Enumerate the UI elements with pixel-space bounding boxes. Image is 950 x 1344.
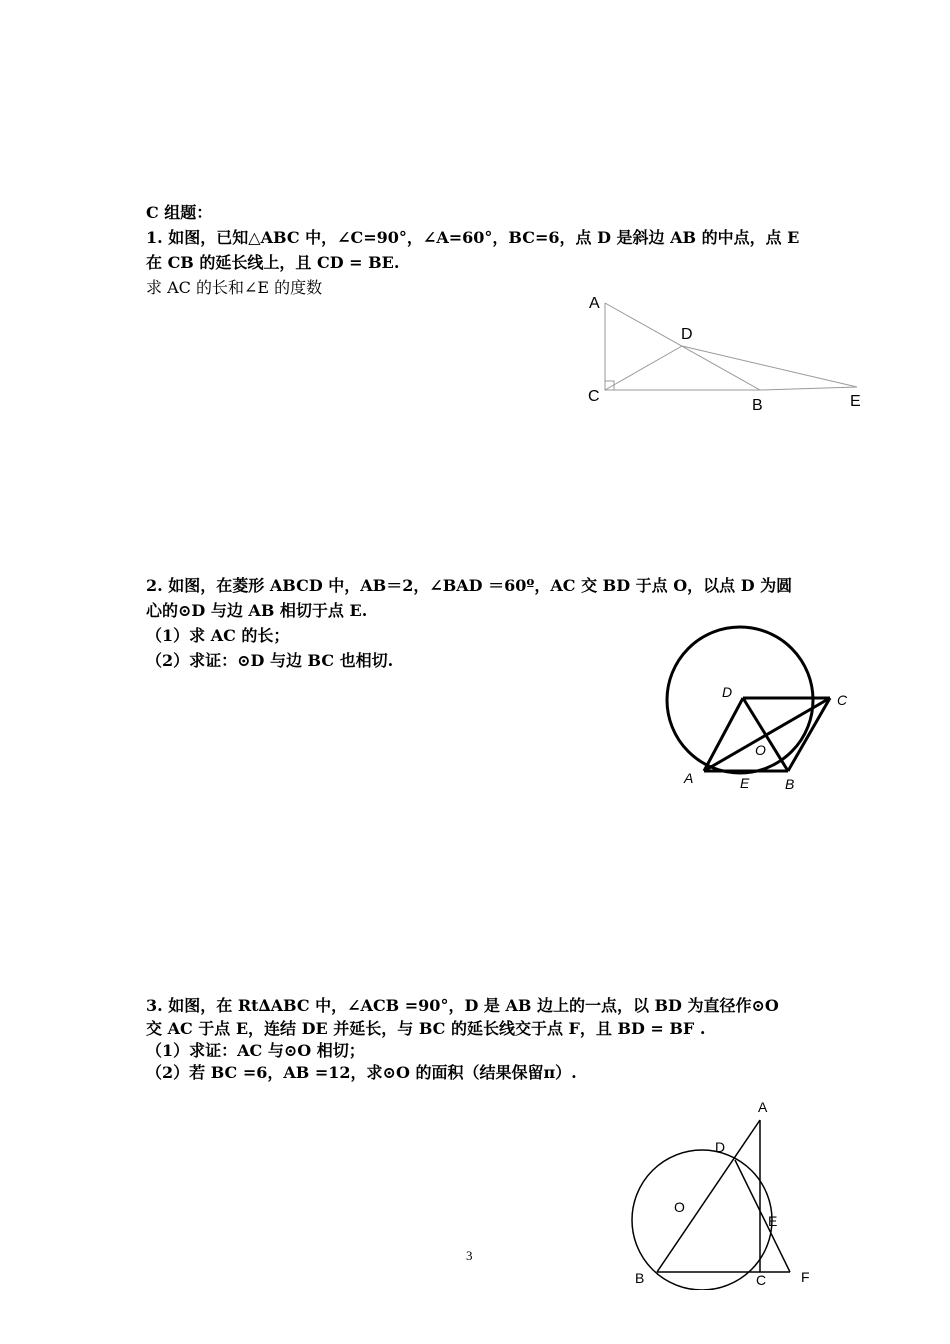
- problem-3-line-4: （2）若 BC =6，AB =12，求⊙O 的面积（结果保留π）.: [146, 1063, 577, 1082]
- fig3-label-d: D: [715, 1139, 726, 1155]
- fig2-label-c: C: [837, 692, 848, 708]
- section-title: C 组题：: [146, 203, 213, 222]
- page-number: 3: [466, 1248, 473, 1263]
- figure-1: [580, 288, 870, 418]
- figure-3: [620, 1090, 830, 1290]
- fig3-label-e: E: [768, 1213, 778, 1229]
- fig3-label-a: A: [758, 1099, 768, 1115]
- fig1-label-b: B: [752, 397, 763, 414]
- fig3-label-b: B: [635, 1270, 645, 1286]
- problem-2-line-1: 2. 如图，在菱形 ABCD 中，AB＝2，∠BAD ＝60º，AC 交 BD 于点 O，以点 D 为圆: [146, 576, 793, 595]
- fig2-label-b: B: [785, 776, 795, 792]
- fig1-label-d: D: [681, 326, 693, 343]
- fig3-label-f: F: [801, 1269, 810, 1285]
- problem-2-line-2: 心的⊙D 与边 AB 相切于点 E.: [146, 601, 368, 620]
- fig1-label-e: E: [850, 393, 861, 410]
- fig3-label-c: C: [756, 1272, 767, 1288]
- fig1-label-a: A: [589, 295, 600, 312]
- fig2-label-d: D: [722, 684, 733, 700]
- fig3-label-o: O: [674, 1199, 685, 1215]
- problem-3-line-2: 交 AC 于点 E，连结 DE 并延长，与 BC 的延长线交于点 F，且 BD = BF .: [146, 1019, 706, 1038]
- problem-3-line-1: 3. 如图，在 Rt∆ABC 中，∠ACB =90°，D 是 AB 边上的一点，以 BD 为直径作⊙O: [146, 996, 779, 1015]
- problem-2-line-3: （1）求 AC 的长；: [146, 626, 290, 645]
- problem-2-line-4: （2）求证：⊙D 与边 BC 也相切.: [146, 651, 394, 670]
- fig1-label-c: C: [588, 388, 600, 405]
- problem-1-line-2: 在 CB 的延长线上，且 CD = BE.: [146, 253, 400, 272]
- fig2-label-a: A: [684, 770, 694, 786]
- problem-1-line-1: 1. 如图，已知△ABC 中，∠C=90°，∠A=60°，BC=6，点 D 是斜边 AB 的中点，点 E: [146, 228, 800, 247]
- fig2-label-o: O: [755, 742, 766, 758]
- figure-2: [660, 615, 860, 805]
- fig2-label-e: E: [740, 775, 750, 791]
- problem-1-line-3: 求 AC 的长和∠E 的度数: [146, 278, 323, 297]
- problem-3-line-3: （1）求证：AC 与⊙O 相切；: [146, 1041, 365, 1060]
